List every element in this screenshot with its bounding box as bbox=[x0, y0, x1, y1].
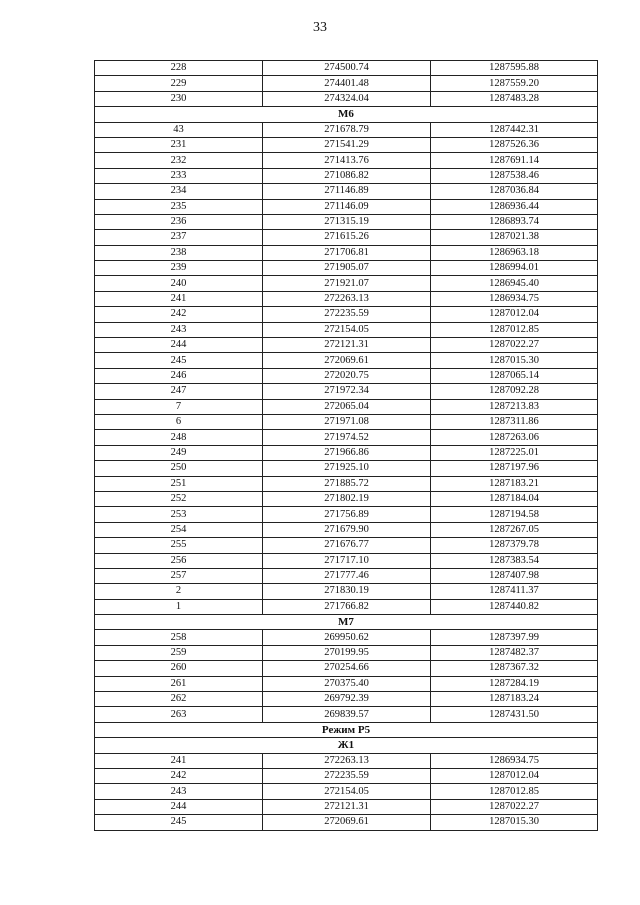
y-coordinate-cell: 1287263.06 bbox=[431, 430, 598, 445]
x-coordinate-cell: 274324.04 bbox=[263, 91, 431, 106]
point-number-cell: 231 bbox=[95, 137, 263, 152]
coordinates-table bbox=[94, 60, 598, 831]
y-coordinate-cell: 1287482.37 bbox=[431, 645, 598, 660]
table-row bbox=[95, 522, 598, 537]
y-coordinate-cell: 1287012.04 bbox=[431, 307, 598, 322]
y-coordinate-cell: 1287367.32 bbox=[431, 661, 598, 676]
x-coordinate-cell: 270254.66 bbox=[263, 661, 431, 676]
table-row bbox=[95, 322, 598, 337]
y-coordinate-cell: 1287284.19 bbox=[431, 676, 598, 691]
point-number-cell: 245 bbox=[95, 815, 263, 830]
section-title: M6 bbox=[95, 107, 598, 122]
table-row bbox=[95, 230, 598, 245]
table-row bbox=[95, 538, 598, 553]
y-coordinate-cell: 1287015.30 bbox=[431, 815, 598, 830]
point-number-cell: 251 bbox=[95, 476, 263, 491]
x-coordinate-cell: 271678.79 bbox=[263, 122, 431, 137]
y-coordinate-cell: 1286994.01 bbox=[431, 261, 598, 276]
y-coordinate-cell: 1286963.18 bbox=[431, 245, 598, 260]
point-number-cell: 239 bbox=[95, 261, 263, 276]
section-title: Режим Р5 bbox=[95, 722, 598, 737]
x-coordinate-cell: 271777.46 bbox=[263, 568, 431, 583]
x-coordinate-cell: 270375.40 bbox=[263, 676, 431, 691]
point-number-cell: 263 bbox=[95, 707, 263, 722]
x-coordinate-cell: 272121.31 bbox=[263, 338, 431, 353]
point-number-cell: 244 bbox=[95, 799, 263, 814]
point-number-cell: 232 bbox=[95, 153, 263, 168]
x-coordinate-cell: 272263.13 bbox=[263, 753, 431, 768]
x-coordinate-cell: 272235.59 bbox=[263, 307, 431, 322]
y-coordinate-cell: 1287691.14 bbox=[431, 153, 598, 168]
y-coordinate-cell: 1287194.58 bbox=[431, 507, 598, 522]
table-row bbox=[95, 76, 598, 91]
x-coordinate-cell: 271830.19 bbox=[263, 584, 431, 599]
y-coordinate-cell: 1287213.83 bbox=[431, 399, 598, 414]
x-coordinate-cell: 272065.04 bbox=[263, 399, 431, 414]
table-row bbox=[95, 430, 598, 445]
point-number-cell: 260 bbox=[95, 661, 263, 676]
point-number-cell: 234 bbox=[95, 184, 263, 199]
table-row bbox=[95, 291, 598, 306]
y-coordinate-cell: 1287379.78 bbox=[431, 538, 598, 553]
point-number-cell: 262 bbox=[95, 692, 263, 707]
y-coordinate-cell: 1287538.46 bbox=[431, 168, 598, 183]
table-row bbox=[95, 184, 598, 199]
table-row bbox=[95, 815, 598, 830]
table-row bbox=[95, 584, 598, 599]
point-number-cell: 6 bbox=[95, 414, 263, 429]
x-coordinate-cell: 272263.13 bbox=[263, 291, 431, 306]
table-row bbox=[95, 122, 598, 137]
y-coordinate-cell: 1287442.31 bbox=[431, 122, 598, 137]
table-row bbox=[95, 353, 598, 368]
x-coordinate-cell: 270199.95 bbox=[263, 645, 431, 660]
y-coordinate-cell: 1287092.28 bbox=[431, 384, 598, 399]
table-row bbox=[95, 692, 598, 707]
table-row bbox=[95, 91, 598, 106]
x-coordinate-cell: 271925.10 bbox=[263, 461, 431, 476]
point-number-cell: 254 bbox=[95, 522, 263, 537]
x-coordinate-cell: 271086.82 bbox=[263, 168, 431, 183]
point-number-cell: 247 bbox=[95, 384, 263, 399]
point-number-cell: 237 bbox=[95, 230, 263, 245]
table-row bbox=[95, 676, 598, 691]
table-row bbox=[95, 799, 598, 814]
point-number-cell: 241 bbox=[95, 291, 263, 306]
point-number-cell: 244 bbox=[95, 338, 263, 353]
point-number-cell: 243 bbox=[95, 784, 263, 799]
y-coordinate-cell: 1287397.99 bbox=[431, 630, 598, 645]
point-number-cell: 230 bbox=[95, 91, 263, 106]
y-coordinate-cell: 1287383.54 bbox=[431, 553, 598, 568]
x-coordinate-cell: 271966.86 bbox=[263, 445, 431, 460]
table-row bbox=[95, 414, 598, 429]
x-coordinate-cell: 272121.31 bbox=[263, 799, 431, 814]
table-row bbox=[95, 61, 598, 76]
x-coordinate-cell: 271541.29 bbox=[263, 137, 431, 152]
x-coordinate-cell: 271905.07 bbox=[263, 261, 431, 276]
point-number-cell: 253 bbox=[95, 507, 263, 522]
x-coordinate-cell: 274500.74 bbox=[263, 61, 431, 76]
point-number-cell: 241 bbox=[95, 753, 263, 768]
table-row bbox=[95, 476, 598, 491]
coordinates-table-body bbox=[95, 61, 598, 831]
y-coordinate-cell: 1287431.50 bbox=[431, 707, 598, 722]
table-row bbox=[95, 568, 598, 583]
point-number-cell: 249 bbox=[95, 445, 263, 460]
y-coordinate-cell: 1287311.86 bbox=[431, 414, 598, 429]
table-row bbox=[95, 599, 598, 614]
y-coordinate-cell: 1286934.75 bbox=[431, 753, 598, 768]
point-number-cell: 248 bbox=[95, 430, 263, 445]
section-title: M7 bbox=[95, 615, 598, 630]
table-row bbox=[95, 491, 598, 506]
point-number-cell: 43 bbox=[95, 122, 263, 137]
y-coordinate-cell: 1287036.84 bbox=[431, 184, 598, 199]
point-number-cell: 243 bbox=[95, 322, 263, 337]
y-coordinate-cell: 1286893.74 bbox=[431, 214, 598, 229]
section-title: Ж1 bbox=[95, 738, 598, 753]
y-coordinate-cell: 1287012.04 bbox=[431, 768, 598, 783]
point-number-cell: 7 bbox=[95, 399, 263, 414]
point-number-cell: 242 bbox=[95, 307, 263, 322]
x-coordinate-cell: 272154.05 bbox=[263, 784, 431, 799]
table-row bbox=[95, 245, 598, 260]
x-coordinate-cell: 271717.10 bbox=[263, 553, 431, 568]
table-row bbox=[95, 507, 598, 522]
point-number-cell: 256 bbox=[95, 553, 263, 568]
point-number-cell: 233 bbox=[95, 168, 263, 183]
x-coordinate-cell: 271413.76 bbox=[263, 153, 431, 168]
point-number-cell: 246 bbox=[95, 368, 263, 383]
point-number-cell: 236 bbox=[95, 214, 263, 229]
x-coordinate-cell: 269950.62 bbox=[263, 630, 431, 645]
x-coordinate-cell: 269792.39 bbox=[263, 692, 431, 707]
table-row bbox=[95, 214, 598, 229]
x-coordinate-cell: 271971.08 bbox=[263, 414, 431, 429]
table-row bbox=[95, 199, 598, 214]
y-coordinate-cell: 1287015.30 bbox=[431, 353, 598, 368]
table-row bbox=[95, 384, 598, 399]
table-row bbox=[95, 753, 598, 768]
point-number-cell: 238 bbox=[95, 245, 263, 260]
point-number-cell: 240 bbox=[95, 276, 263, 291]
section-header-row bbox=[95, 722, 598, 737]
x-coordinate-cell: 271972.34 bbox=[263, 384, 431, 399]
point-number-cell: 2 bbox=[95, 584, 263, 599]
table-row bbox=[95, 153, 598, 168]
x-coordinate-cell: 271679.90 bbox=[263, 522, 431, 537]
y-coordinate-cell: 1286934.75 bbox=[431, 291, 598, 306]
table-row bbox=[95, 645, 598, 660]
point-number-cell: 229 bbox=[95, 76, 263, 91]
page-number: 33 bbox=[313, 20, 327, 35]
table-row bbox=[95, 661, 598, 676]
x-coordinate-cell: 271885.72 bbox=[263, 476, 431, 491]
table-row bbox=[95, 784, 598, 799]
table-row bbox=[95, 553, 598, 568]
y-coordinate-cell: 1287595.88 bbox=[431, 61, 598, 76]
y-coordinate-cell: 1287065.14 bbox=[431, 368, 598, 383]
y-coordinate-cell: 1287440.82 bbox=[431, 599, 598, 614]
x-coordinate-cell: 271706.81 bbox=[263, 245, 431, 260]
y-coordinate-cell: 1287022.27 bbox=[431, 799, 598, 814]
table-row bbox=[95, 445, 598, 460]
y-coordinate-cell: 1287197.96 bbox=[431, 461, 598, 476]
table-row bbox=[95, 168, 598, 183]
table-row bbox=[95, 307, 598, 322]
y-coordinate-cell: 1287183.21 bbox=[431, 476, 598, 491]
x-coordinate-cell: 271315.19 bbox=[263, 214, 431, 229]
point-number-cell: 255 bbox=[95, 538, 263, 553]
y-coordinate-cell: 1286936.44 bbox=[431, 199, 598, 214]
y-coordinate-cell: 1287022.27 bbox=[431, 338, 598, 353]
y-coordinate-cell: 1287012.85 bbox=[431, 784, 598, 799]
y-coordinate-cell: 1287267.05 bbox=[431, 522, 598, 537]
y-coordinate-cell: 1286945.40 bbox=[431, 276, 598, 291]
table-row bbox=[95, 399, 598, 414]
point-number-cell: 259 bbox=[95, 645, 263, 660]
y-coordinate-cell: 1287184.04 bbox=[431, 491, 598, 506]
x-coordinate-cell: 271676.77 bbox=[263, 538, 431, 553]
table-row bbox=[95, 461, 598, 476]
table-row bbox=[95, 338, 598, 353]
table-row bbox=[95, 261, 598, 276]
x-coordinate-cell: 272069.61 bbox=[263, 815, 431, 830]
x-coordinate-cell: 272154.05 bbox=[263, 322, 431, 337]
table-row bbox=[95, 137, 598, 152]
table-row bbox=[95, 368, 598, 383]
x-coordinate-cell: 272020.75 bbox=[263, 368, 431, 383]
point-number-cell: 1 bbox=[95, 599, 263, 614]
x-coordinate-cell: 274401.48 bbox=[263, 76, 431, 91]
table-row bbox=[95, 630, 598, 645]
point-number-cell: 250 bbox=[95, 461, 263, 476]
x-coordinate-cell: 271146.09 bbox=[263, 199, 431, 214]
x-coordinate-cell: 271921.07 bbox=[263, 276, 431, 291]
y-coordinate-cell: 1287526.36 bbox=[431, 137, 598, 152]
table-row bbox=[95, 276, 598, 291]
point-number-cell: 258 bbox=[95, 630, 263, 645]
y-coordinate-cell: 1287021.38 bbox=[431, 230, 598, 245]
table-row bbox=[95, 768, 598, 783]
x-coordinate-cell: 271974.52 bbox=[263, 430, 431, 445]
x-coordinate-cell: 271756.89 bbox=[263, 507, 431, 522]
x-coordinate-cell: 271802.19 bbox=[263, 491, 431, 506]
point-number-cell: 252 bbox=[95, 491, 263, 506]
y-coordinate-cell: 1287559.20 bbox=[431, 76, 598, 91]
point-number-cell: 242 bbox=[95, 768, 263, 783]
section-header-row bbox=[95, 615, 598, 630]
point-number-cell: 228 bbox=[95, 61, 263, 76]
x-coordinate-cell: 271766.82 bbox=[263, 599, 431, 614]
point-number-cell: 257 bbox=[95, 568, 263, 583]
table-row bbox=[95, 707, 598, 722]
section-header-row bbox=[95, 107, 598, 122]
y-coordinate-cell: 1287407.98 bbox=[431, 568, 598, 583]
y-coordinate-cell: 1287012.85 bbox=[431, 322, 598, 337]
point-number-cell: 235 bbox=[95, 199, 263, 214]
x-coordinate-cell: 269839.57 bbox=[263, 707, 431, 722]
point-number-cell: 261 bbox=[95, 676, 263, 691]
point-number-cell: 245 bbox=[95, 353, 263, 368]
y-coordinate-cell: 1287483.28 bbox=[431, 91, 598, 106]
y-coordinate-cell: 1287411.37 bbox=[431, 584, 598, 599]
y-coordinate-cell: 1287225.01 bbox=[431, 445, 598, 460]
x-coordinate-cell: 272069.61 bbox=[263, 353, 431, 368]
x-coordinate-cell: 272235.59 bbox=[263, 768, 431, 783]
y-coordinate-cell: 1287183.24 bbox=[431, 692, 598, 707]
x-coordinate-cell: 271146.89 bbox=[263, 184, 431, 199]
section-header-row bbox=[95, 738, 598, 753]
x-coordinate-cell: 271615.26 bbox=[263, 230, 431, 245]
